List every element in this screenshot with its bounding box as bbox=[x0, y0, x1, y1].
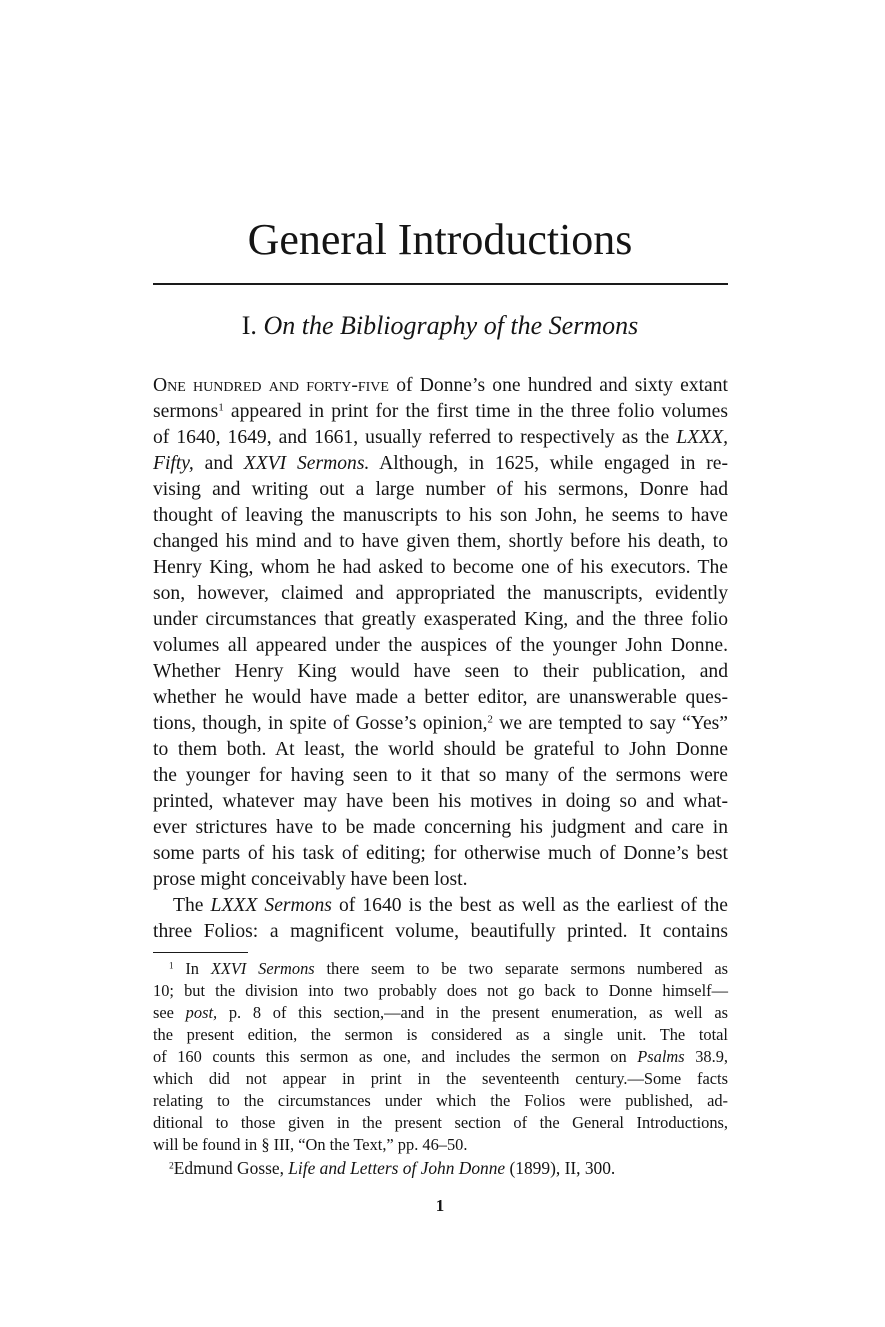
body-line: Whether Henry King would have seen to their publication, and bbox=[153, 661, 728, 682]
body-line: to them both. At least, the world should be grateful to John Donne bbox=[153, 739, 728, 760]
body-line: whether he would have made a better editor, are unanswerable ques- bbox=[153, 687, 728, 708]
section-title: On the Bibliography of the Sermons bbox=[263, 311, 639, 340]
footnote-line: 10; but the division into two probably does not go back to Donne himself— bbox=[153, 981, 728, 1000]
footnote-line: ditional to those given in the present section of the General Introductions, bbox=[153, 1113, 728, 1132]
footnote-ref-2: 2 bbox=[487, 713, 493, 726]
body-line: ever strictures have to be made concerning his judgment and care in bbox=[153, 817, 728, 838]
body-line: volumes all appeared under the auspices of the younger John Donne. bbox=[153, 635, 728, 656]
body-line: son, however, claimed and appropriated the manuscripts, evidently bbox=[153, 583, 728, 604]
footnote-2 bbox=[153, 1157, 728, 1179]
section-number: I. bbox=[241, 311, 257, 340]
body-line: tions, though, in spite of Gosse’s opinion,$^2$ we are tempted to say “Yes” bbox=[153, 713, 728, 734]
section-heading bbox=[152, 308, 728, 344]
body-line: The LXXX Sermons of 1640 is the best as well as the earliest of the bbox=[173, 895, 728, 916]
footnote-line: which did not appear in print in the seventeenth century.—Some facts bbox=[153, 1069, 728, 1088]
body-line: vising and writing out a large number of his sermons, Donre had bbox=[153, 479, 728, 500]
footnote-mark-2: 2 bbox=[169, 1160, 174, 1172]
body-text bbox=[153, 373, 728, 945]
title-rule bbox=[153, 283, 728, 285]
footnote-line: the present edition, the sermon is considered as a single unit. The total bbox=[153, 1025, 728, 1044]
footnote-line: $^1$ In XXVI Sermons there seem to be two separate sermons numbered as bbox=[169, 959, 728, 978]
body-line: Henry King, whom he had asked to become one of his executors. The bbox=[153, 557, 728, 578]
footnote-mark-1: 1 bbox=[169, 960, 174, 971]
footnote-rule bbox=[153, 952, 248, 953]
body-line: prose might conceivably have been lost. bbox=[153, 869, 468, 890]
body-line: changed his mind and to have given them, shortly before his death, to bbox=[153, 531, 728, 552]
footnote-line: of 160 counts this sermon as one, and includes the sermon on Psalms 38.9, bbox=[153, 1047, 728, 1066]
body-line: thought of leaving the manuscripts to his son John, he seems to have bbox=[153, 505, 728, 526]
footnote-line: see post, p. 8 of this section,—and in the present enumeration, as well as bbox=[153, 1003, 728, 1022]
chapter-title: General Introductions bbox=[247, 215, 633, 264]
footnote-line: relating to the circumstances under which the Folios were published, ad- bbox=[153, 1091, 728, 1110]
page-number: 1 bbox=[435, 1196, 445, 1215]
body-line: some parts of his task of editing; for otherwise much of Donne’s best bbox=[153, 843, 728, 864]
body-line: under circumstances that greatly exasperated King, and the three folio bbox=[153, 609, 728, 630]
footnote-1 bbox=[153, 958, 728, 1156]
body-line: sermons$^1$ appeared in print for the first time in the three folio volumes bbox=[153, 401, 728, 422]
footnote-line: $^2$Edmund Gosse, Life and Letters of John Donne (1899), II, 300. bbox=[169, 1158, 616, 1178]
body-line: One hundred and forty-five of Donne’s one hundred and sixty extant bbox=[153, 375, 728, 396]
body-line: printed, whatever may have been his motives in doing so and what- bbox=[153, 791, 728, 812]
body-line: the younger for having seen to it that so many of the sermons were bbox=[153, 765, 728, 786]
opening-small-caps: One hundred and forty-five bbox=[153, 375, 389, 396]
footnote-line: will be found in § III, “On the Text,” pp. 46–50. bbox=[153, 1135, 468, 1154]
body-line: Fifty, and XXVI Sermons. Although, in 1625, while engaged in re- bbox=[153, 453, 729, 474]
footnotes bbox=[153, 958, 728, 1179]
footnote-ref-1: 1 bbox=[218, 401, 224, 414]
body-line: three Folios: a magnificent volume, beautifully printed. It contains bbox=[153, 921, 728, 942]
body-line: of 1640, 1649, and 1661, usually referred to respectively as the LXXX, bbox=[153, 427, 728, 448]
